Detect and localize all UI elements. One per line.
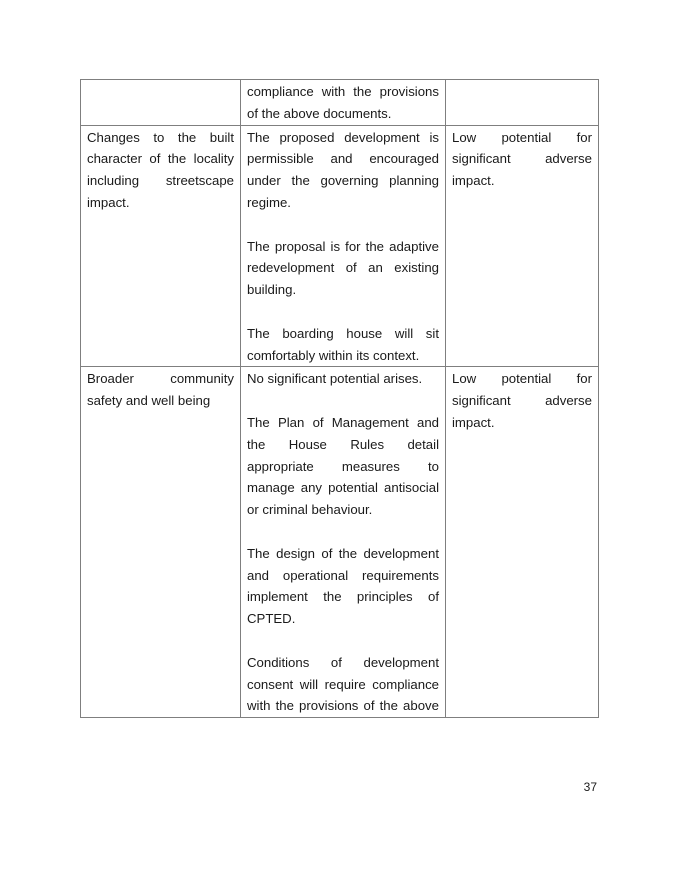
- response-paragraph: The Plan of Management and the House Rules detail appropriate measures to manage any potential antisocial or criminal behaviour.: [247, 414, 439, 518]
- response-paragraph: compliance with the provisions of the above documents.: [247, 84, 439, 121]
- issue-cell: Broader community safety and well being: [81, 367, 241, 718]
- table-row: [81, 367, 599, 718]
- response-paragraph: The proposal is for the adaptive redevelopment of an existing building.: [247, 238, 439, 298]
- response-cell: [241, 125, 446, 367]
- page-number: 37: [583, 780, 597, 794]
- impact-cell: [446, 80, 599, 126]
- response-paragraph: Conditions of development consent will require compliance with the provisions of the above: [247, 654, 439, 714]
- impact-cell: Low potential for significant adverse impact.: [446, 367, 599, 718]
- response-paragraph: The design of the development and operational requirements implement the principles of CPTED.: [247, 545, 439, 627]
- response-paragraph: The boarding house will sit comfortably within its context.: [247, 325, 439, 363]
- response-paragraph: The proposed development is permissible and encouraged under the governing planning regime.: [247, 129, 439, 210]
- assessment-table: [80, 79, 599, 718]
- response-cell: [241, 367, 446, 718]
- issue-cell: [81, 80, 241, 126]
- impact-cell: Low potential for significant adverse impact.: [446, 125, 599, 367]
- issue-cell: Changes to the built character of the locality including streetscape impact.: [81, 125, 241, 367]
- response-cell: [241, 80, 446, 126]
- table-row: [81, 125, 599, 367]
- table-row: [81, 80, 599, 126]
- response-paragraph: No significant potential arises.: [247, 371, 423, 387]
